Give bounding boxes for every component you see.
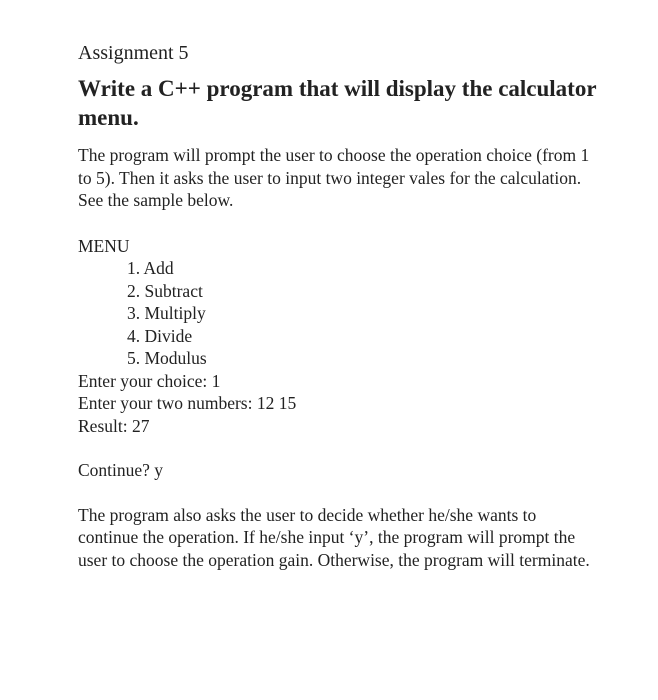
- menu-item-divide: 4. Divide: [127, 325, 193, 346]
- assignment-title: Write a C++ program that will display the calculator menu.: [78, 76, 597, 130]
- assignment-label: Assignment 5: [78, 42, 189, 64]
- closing-paragraph: The program also asks the user to decide whether he/she wants to continue the operation. If he/she input ‘y’, the program will prompt the user to choose the operation gain. Otherwise, the program will terminate.: [78, 504, 590, 570]
- menu-item-modulus: 5. Modulus: [127, 348, 207, 368]
- menu-heading: MENU: [78, 235, 130, 256]
- intro-paragraph: The program will prompt the user to choose the operation choice (from 1 to 5). Then it asks the user to input two integer vales for the calculation. See the sample below.: [78, 145, 590, 210]
- menu-item-subtract: 2. Subtract: [127, 280, 203, 301]
- choice-line: Enter your choice: 1: [78, 370, 221, 391]
- result-line: Result: 27: [78, 415, 150, 436]
- sample-output: [78, 235, 598, 482]
- menu-item-multiply: 3. Multiply: [127, 303, 206, 323]
- assignment-document: [78, 41, 598, 571]
- menu-list: [78, 257, 598, 370]
- continue-line: Continue? y: [78, 460, 164, 480]
- menu-item-add: 1. Add: [127, 258, 174, 278]
- numbers-line: Enter your two numbers: 12 15: [78, 393, 297, 413]
